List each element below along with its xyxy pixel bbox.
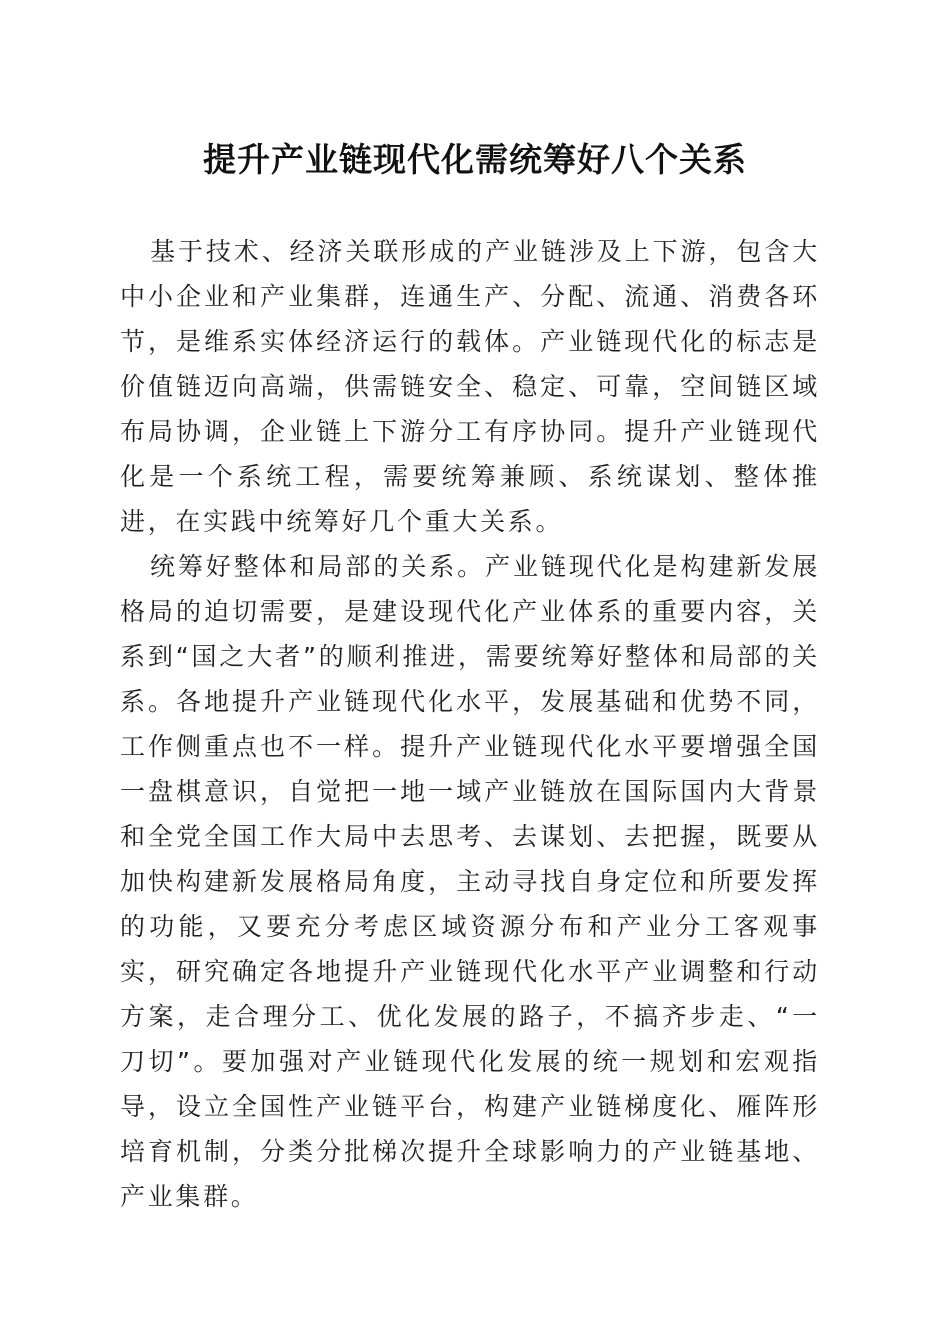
document-body bbox=[120, 229, 820, 1219]
document-title: 提升产业链现代化需统筹好八个关系 bbox=[203, 140, 747, 179]
paragraph-intro: 基于技术、经济关联形成的产业链涉及上下游，包含大中小企业和产业集群，连通生产、分配、流通、消费各环节，是维系实体经济运行的载体。产业链现代化的标志是价值链迈向高端，供需链安全、稳定、可靠，空间链区域布局协调，企业链上下游分工有序协同。提升产业链现代化是一个系统工程，需要统筹兼顾、系统谋划、整体推进，在实践中统筹好几个重大关系。 bbox=[120, 237, 820, 536]
paragraph-whole-and-part: 统筹好整体和局部的关系。产业链现代化是构建新发展格局的迫切需要，是建设现代化产业体系的重要内容，关系到“国之大者”的顺利推进，需要统筹好整体和局部的关系。各地提升产业链现代化水平，发展基础和优势不同，工作侧重点也不一样。提升产业链现代化水平要增强全国一盘棋意识，自觉把一地一域产业链放在国际国内大背景和全党全国工作大局中去思考、去谋划、去把握，既要从加快构建新发展格局角度，主动寻找自身定位和所要发挥的功能，又要充分考虑区域资源分布和产业分工客观事实，研究确定各地提升产业链现代化水平产业调整和行动方案，走合理分工、优化发展的路子，不搞齐步走、“一刀切”。要加强对产业链现代化发展的统一规划和宏观指导，设立全国性产业链平台，构建产业链梯度化、雁阵形培育机制，分类分批梯次提升全球影响力的产业链基地、产业集群。 bbox=[120, 552, 820, 1211]
